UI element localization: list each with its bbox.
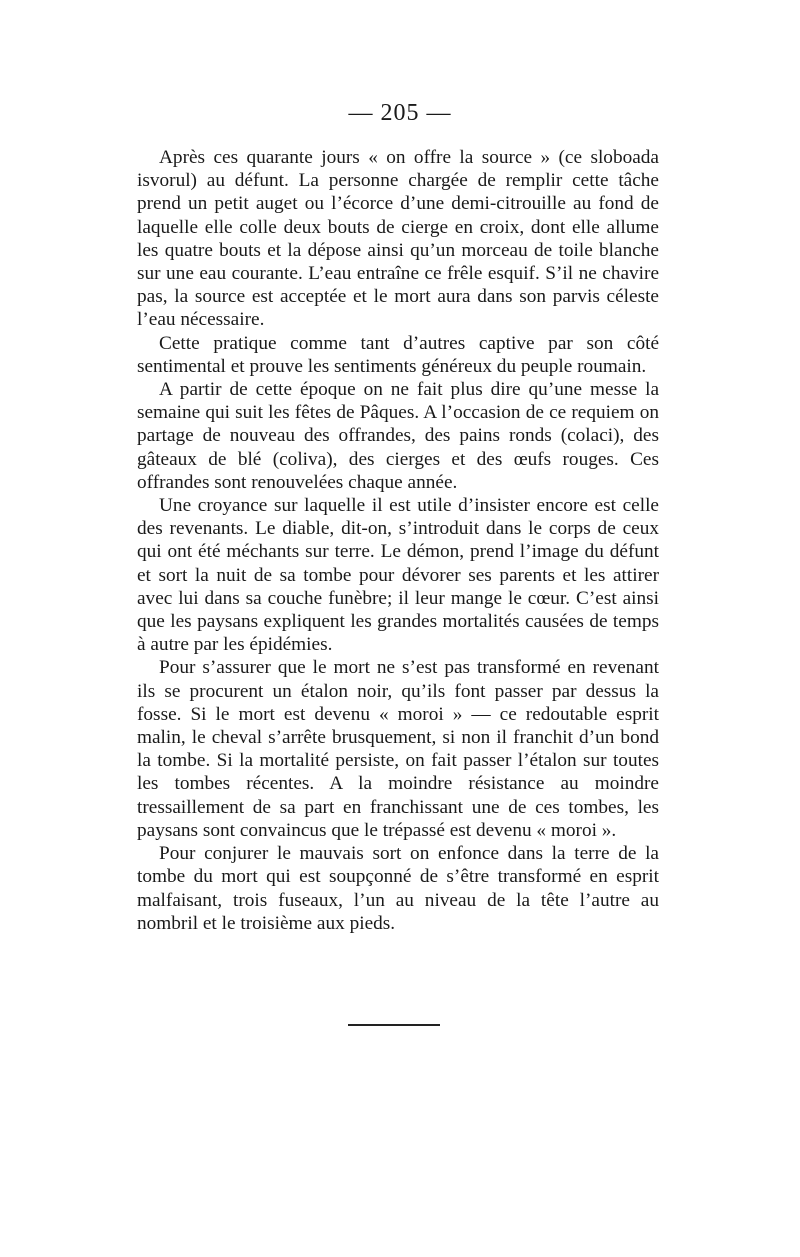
paragraph: Cette pratique comme tant d’autres captive par son côté sentimental et prouve les sentiments généreux du peuple roumain.	[137, 332, 659, 377]
body-text	[137, 146, 659, 935]
paragraph: Une croyance sur laquelle il est utile d’insister encore est celle des revenants. Le diable, dit-on, s’introduit dans le corps de ceux qui ont été méchants sur terre. Le démon, prend l’image du défunt et sort la nuit de sa tombe pour dévorer ses parents et les attirer avec lui dans sa couche funèbre; il leur mange le cœur. C’est ainsi que les paysans expliquent les grandes mortalités causées de temps à autre par les épidémies.	[137, 495, 659, 656]
paragraph: Pour s’assurer que le mort ne s’est pas transformé en revenant ils se procurent un étalon noir, qu’ils font passer par dessus la fosse. Si le mort est devenu « moroi » — ce redoutable esprit malin, le cheval s’arrête brusquement, si non il franchit d’un bond la tombe. Si la mortalité persiste, on fait passer l’étalon sur toutes les tombes récentes. A la moindre résistance au moindre tressaillement de sa part en franchissant une de ces tombes, les paysans sont convaincus que le trépassé est devenu « moroi ».	[137, 657, 659, 841]
paragraph: Pour conjurer le mauvais sort on enfonce dans la terre de la tombe du mort qui est soupçonné de s’être transformé en esprit malfaisant, trois fuseaux, l’un au niveau de la tête l’autre au nombril et le troisième aux pieds.	[137, 843, 659, 934]
page-number: — 205 —	[348, 100, 452, 126]
paragraph: A partir de cette époque on ne fait plus dire qu’une messe la semaine qui suit les fêtes de Pâques. A l’occasion de ce requiem on partage de nouveau des offrandes, des pains ronds (colaci), des gâteaux de blé (coliva), des cierges et des œufs rouges. Ces offrandes sont renouvelées chaque année.	[137, 379, 659, 493]
paragraph: Après ces quarante jours « on offre la source » (ce sloboada isvorul) au défunt. La personne chargée de remplir cette tâche prend un petit auget ou l’écorce d’une demi-citrouille au fond de laquelle elle colle deux bouts de cierge en croix, dont elle allume les quatre bouts et la dépose ainsi qu’un morceau de toile blanche sur une eau courante. L’eau entraîne ce frêle esquif. S’il ne chavire pas, la source est acceptée et le mort aura dans son parvis céleste l’eau nécessaire.	[137, 147, 659, 331]
end-rule	[348, 1024, 440, 1026]
